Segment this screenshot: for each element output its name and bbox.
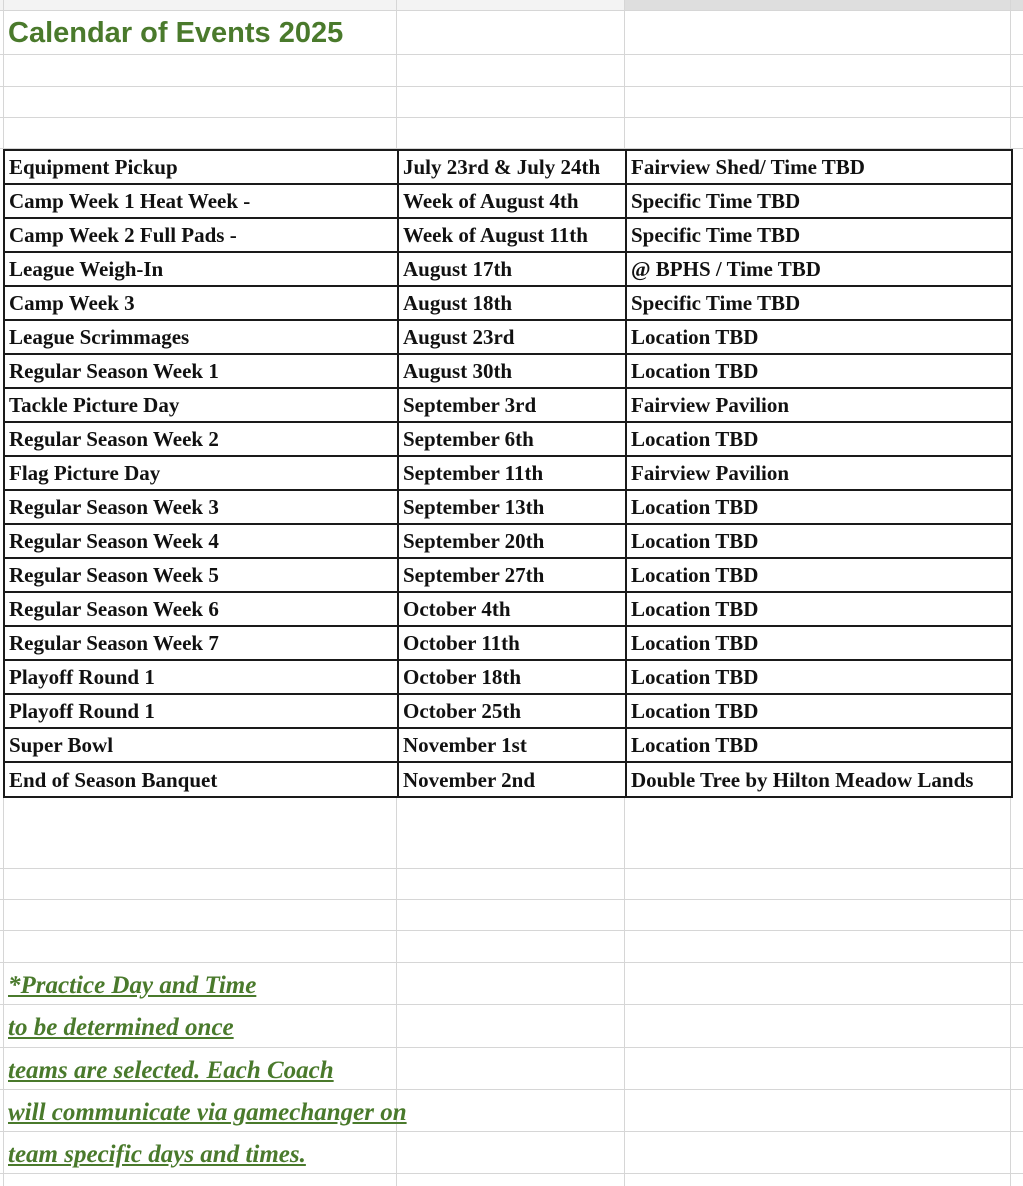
event-name-cell[interactable]: Camp Week 2 Full Pads - — [4, 218, 398, 252]
event-name-cell[interactable]: Super Bowl — [4, 728, 398, 762]
event-row — [4, 592, 1012, 626]
event-row — [4, 388, 1012, 422]
event-location-cell[interactable]: Fairview Pavilion — [626, 388, 1012, 422]
event-row — [4, 286, 1012, 320]
event-date-cell[interactable]: October 4th — [398, 592, 626, 626]
event-location-cell[interactable]: Location TBD — [626, 490, 1012, 524]
event-location-cell[interactable]: Location TBD — [626, 320, 1012, 354]
gridline-horizontal — [0, 117, 1023, 118]
event-date-cell[interactable]: September 27th — [398, 558, 626, 592]
event-name-cell[interactable]: Regular Season Week 2 — [4, 422, 398, 456]
event-location-cell[interactable]: Location TBD — [626, 592, 1012, 626]
event-name-cell[interactable]: Regular Season Week 7 — [4, 626, 398, 660]
event-name-cell[interactable]: Playoff Round 1 — [4, 660, 398, 694]
event-name-cell[interactable]: Camp Week 3 — [4, 286, 398, 320]
event-row — [4, 694, 1012, 728]
event-location-cell[interactable]: Double Tree by Hilton Meadow Lands — [626, 762, 1012, 797]
event-name-cell[interactable]: League Scrimmages — [4, 320, 398, 354]
gridline-horizontal — [0, 54, 1023, 55]
event-row — [4, 422, 1012, 456]
event-name-cell[interactable]: End of Season Banquet — [4, 762, 398, 797]
selected-column-header[interactable] — [625, 0, 1023, 10]
event-name-cell[interactable]: Playoff Round 1 — [4, 694, 398, 728]
event-date-cell[interactable]: September 6th — [398, 422, 626, 456]
event-row — [4, 728, 1012, 762]
note-line[interactable]: *Practice Day and Time — [8, 972, 257, 999]
event-row — [4, 218, 1012, 252]
event-date-cell[interactable]: November 2nd — [398, 762, 626, 797]
event-name-cell[interactable]: League Weigh-In — [4, 252, 398, 286]
event-name-cell[interactable]: Tackle Picture Day — [4, 388, 398, 422]
event-date-cell[interactable]: August 23rd — [398, 320, 626, 354]
event-location-cell[interactable]: Location TBD — [626, 354, 1012, 388]
gridline-horizontal — [0, 899, 1023, 900]
event-row — [4, 626, 1012, 660]
event-location-cell[interactable]: Location TBD — [626, 660, 1012, 694]
event-date-cell[interactable]: September 13th — [398, 490, 626, 524]
gridline-horizontal — [0, 868, 1023, 869]
event-location-cell[interactable]: Fairview Shed/ Time TBD — [626, 150, 1012, 184]
note-line[interactable]: team specific days and times. — [8, 1141, 306, 1168]
event-row — [4, 354, 1012, 388]
note-line[interactable]: to be determined once — [8, 1014, 234, 1041]
events-table-body — [4, 150, 1012, 797]
event-name-cell[interactable]: Flag Picture Day — [4, 456, 398, 490]
event-date-cell[interactable]: July 23rd & July 24th — [398, 150, 626, 184]
event-location-cell[interactable]: Location TBD — [626, 558, 1012, 592]
event-row — [4, 660, 1012, 694]
note-line[interactable]: teams are selected. Each Coach — [8, 1057, 334, 1084]
event-row — [4, 184, 1012, 218]
event-location-cell[interactable]: Location TBD — [626, 694, 1012, 728]
event-row — [4, 490, 1012, 524]
event-row — [4, 252, 1012, 286]
event-name-cell[interactable]: Regular Season Week 5 — [4, 558, 398, 592]
event-date-cell[interactable]: September 20th — [398, 524, 626, 558]
event-date-cell[interactable]: October 18th — [398, 660, 626, 694]
event-date-cell[interactable]: August 17th — [398, 252, 626, 286]
gridline-horizontal — [0, 962, 1023, 963]
event-date-cell[interactable]: Week of August 4th — [398, 184, 626, 218]
event-date-cell[interactable]: August 18th — [398, 286, 626, 320]
event-row — [4, 320, 1012, 354]
event-name-cell[interactable]: Regular Season Week 4 — [4, 524, 398, 558]
gridline-horizontal — [0, 930, 1023, 931]
event-location-cell[interactable]: @ BPHS / Time TBD — [626, 252, 1012, 286]
event-location-cell[interactable]: Location TBD — [626, 422, 1012, 456]
gridline-horizontal — [0, 86, 1023, 87]
event-location-cell[interactable]: Location TBD — [626, 626, 1012, 660]
event-name-cell[interactable]: Camp Week 1 Heat Week - — [4, 184, 398, 218]
event-date-cell[interactable]: October 25th — [398, 694, 626, 728]
event-location-cell[interactable]: Specific Time TBD — [626, 184, 1012, 218]
event-name-cell[interactable]: Equipment Pickup — [4, 150, 398, 184]
event-location-cell[interactable]: Fairview Pavilion — [626, 456, 1012, 490]
event-date-cell[interactable]: September 11th — [398, 456, 626, 490]
event-row — [4, 558, 1012, 592]
event-location-cell[interactable]: Location TBD — [626, 728, 1012, 762]
note-line[interactable]: will communicate via gamechanger on — [8, 1099, 407, 1126]
event-name-cell[interactable]: Regular Season Week 6 — [4, 592, 398, 626]
event-name-cell[interactable]: Regular Season Week 1 — [4, 354, 398, 388]
sheet-title[interactable]: Calendar of Events 2025 — [8, 17, 344, 49]
event-row — [4, 524, 1012, 558]
event-name-cell[interactable]: Regular Season Week 3 — [4, 490, 398, 524]
event-location-cell[interactable]: Specific Time TBD — [626, 286, 1012, 320]
event-row — [4, 762, 1012, 797]
event-date-cell[interactable]: October 11th — [398, 626, 626, 660]
event-date-cell[interactable]: September 3rd — [398, 388, 626, 422]
event-date-cell[interactable]: November 1st — [398, 728, 626, 762]
events-table — [3, 149, 1013, 798]
event-row — [4, 150, 1012, 184]
event-location-cell[interactable]: Specific Time TBD — [626, 218, 1012, 252]
event-row — [4, 456, 1012, 490]
event-date-cell[interactable]: Week of August 11th — [398, 218, 626, 252]
event-location-cell[interactable]: Location TBD — [626, 524, 1012, 558]
event-date-cell[interactable]: August 30th — [398, 354, 626, 388]
